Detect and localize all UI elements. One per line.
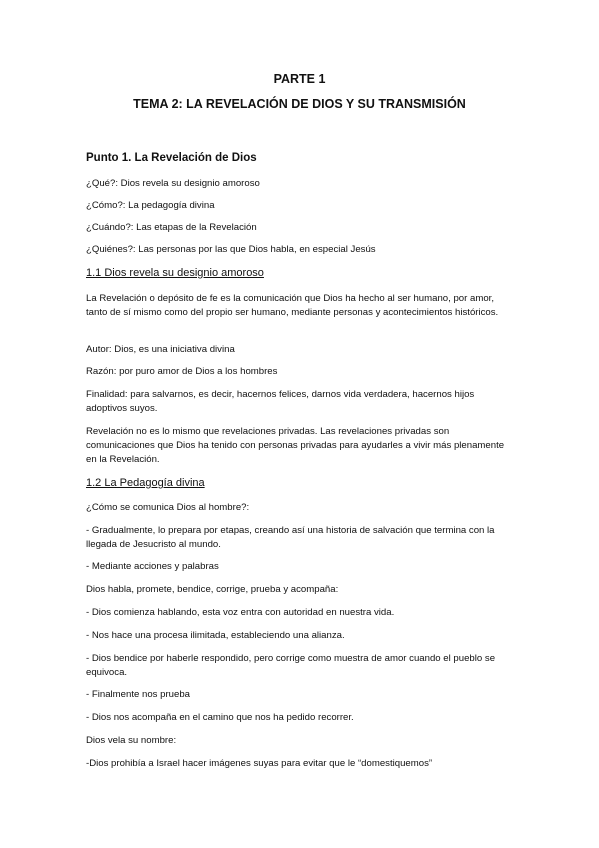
section2-paragraph-question: ¿Cómo se comunica Dios al hombre?:	[86, 502, 250, 513]
section1-paragraph-reason: Razón: por puro amor de Dios a los hombres	[86, 366, 278, 377]
section2-paragraph-tests: - Finalmente nos prueba	[86, 689, 190, 700]
point-heading: Punto 1. La Revelación de Dios	[86, 152, 257, 164]
question-how: ¿Cómo?: La pedagogía divina	[86, 200, 215, 211]
section2-paragraph-images: -Dios prohibía a Israel hacer imágenes suyas para evitar que le “domestiquemos”	[86, 758, 433, 769]
section1-paragraph-author: Autor: Dios, es una iniciativa divina	[86, 344, 235, 355]
section2-paragraph-gradually: - Gradualmente, lo prepara por etapas, creando así una historia de salvación que termina con la llegada de Jesucristo al mundo.	[86, 525, 495, 550]
section2-paragraph-blesses: - Dios bendice por haberle respondido, pero corrige como muestra de amor cuando el pueblo se equivoca.	[86, 653, 496, 678]
section2-paragraph-name: Dios vela su nombre:	[86, 735, 177, 746]
part-title: PARTE 1	[273, 72, 326, 86]
section2-paragraph-god-speaks: Dios habla, promete, bendice, corrige, prueba y acompaña:	[86, 584, 339, 595]
question-what: ¿Qué?: Dios revela su designio amoroso	[86, 178, 260, 189]
section1-paragraph-definition: La Revelación o depósito de fe es la comunicación que Dios ha hecho al ser humano, por amor, tanto de sí mismo como del propio ser humano, mediante personas y acontecimientos históricos.	[86, 293, 499, 318]
section2-paragraph-actions: - Mediante acciones y palabras	[86, 561, 219, 572]
section2-paragraph-accompanies: - Dios nos acompaña en el camino que nos ha pedido recorrer.	[86, 712, 354, 723]
theme-title: TEMA 2: LA REVELACIÓN DE DIOS Y SU TRANSMISIÓN	[133, 97, 466, 111]
section1-heading: 1.1 Dios revela su designio amoroso	[86, 267, 264, 279]
question-when: ¿Cuándo?: Las etapas de la Revelación	[86, 222, 257, 233]
section1-paragraph-purpose: Finalidad: para salvarnos, es decir, hacernos felices, darnos vida verdadera, hacernos hijos adoptivos suyos.	[86, 389, 475, 414]
section2-heading: 1.2 La Pedagogía divina	[86, 477, 205, 489]
question-who: ¿Quiénes?: Las personas por las que Dios habla, en especial Jesús	[86, 244, 376, 255]
section1-paragraph-private: Revelación no es lo mismo que revelaciones privadas. Las revelaciones privadas son comunicaciones que Dios ha tenido con personas privadas para ayudarles a vivir más plenamente en la Revelación.	[86, 426, 505, 465]
section2-paragraph-promise: - Nos hace una procesa ilimitada, estableciendo una alianza.	[86, 630, 345, 641]
section2-paragraph-voice: - Dios comienza hablando, esta voz entra con autoridad en nuestra vida.	[86, 607, 395, 618]
